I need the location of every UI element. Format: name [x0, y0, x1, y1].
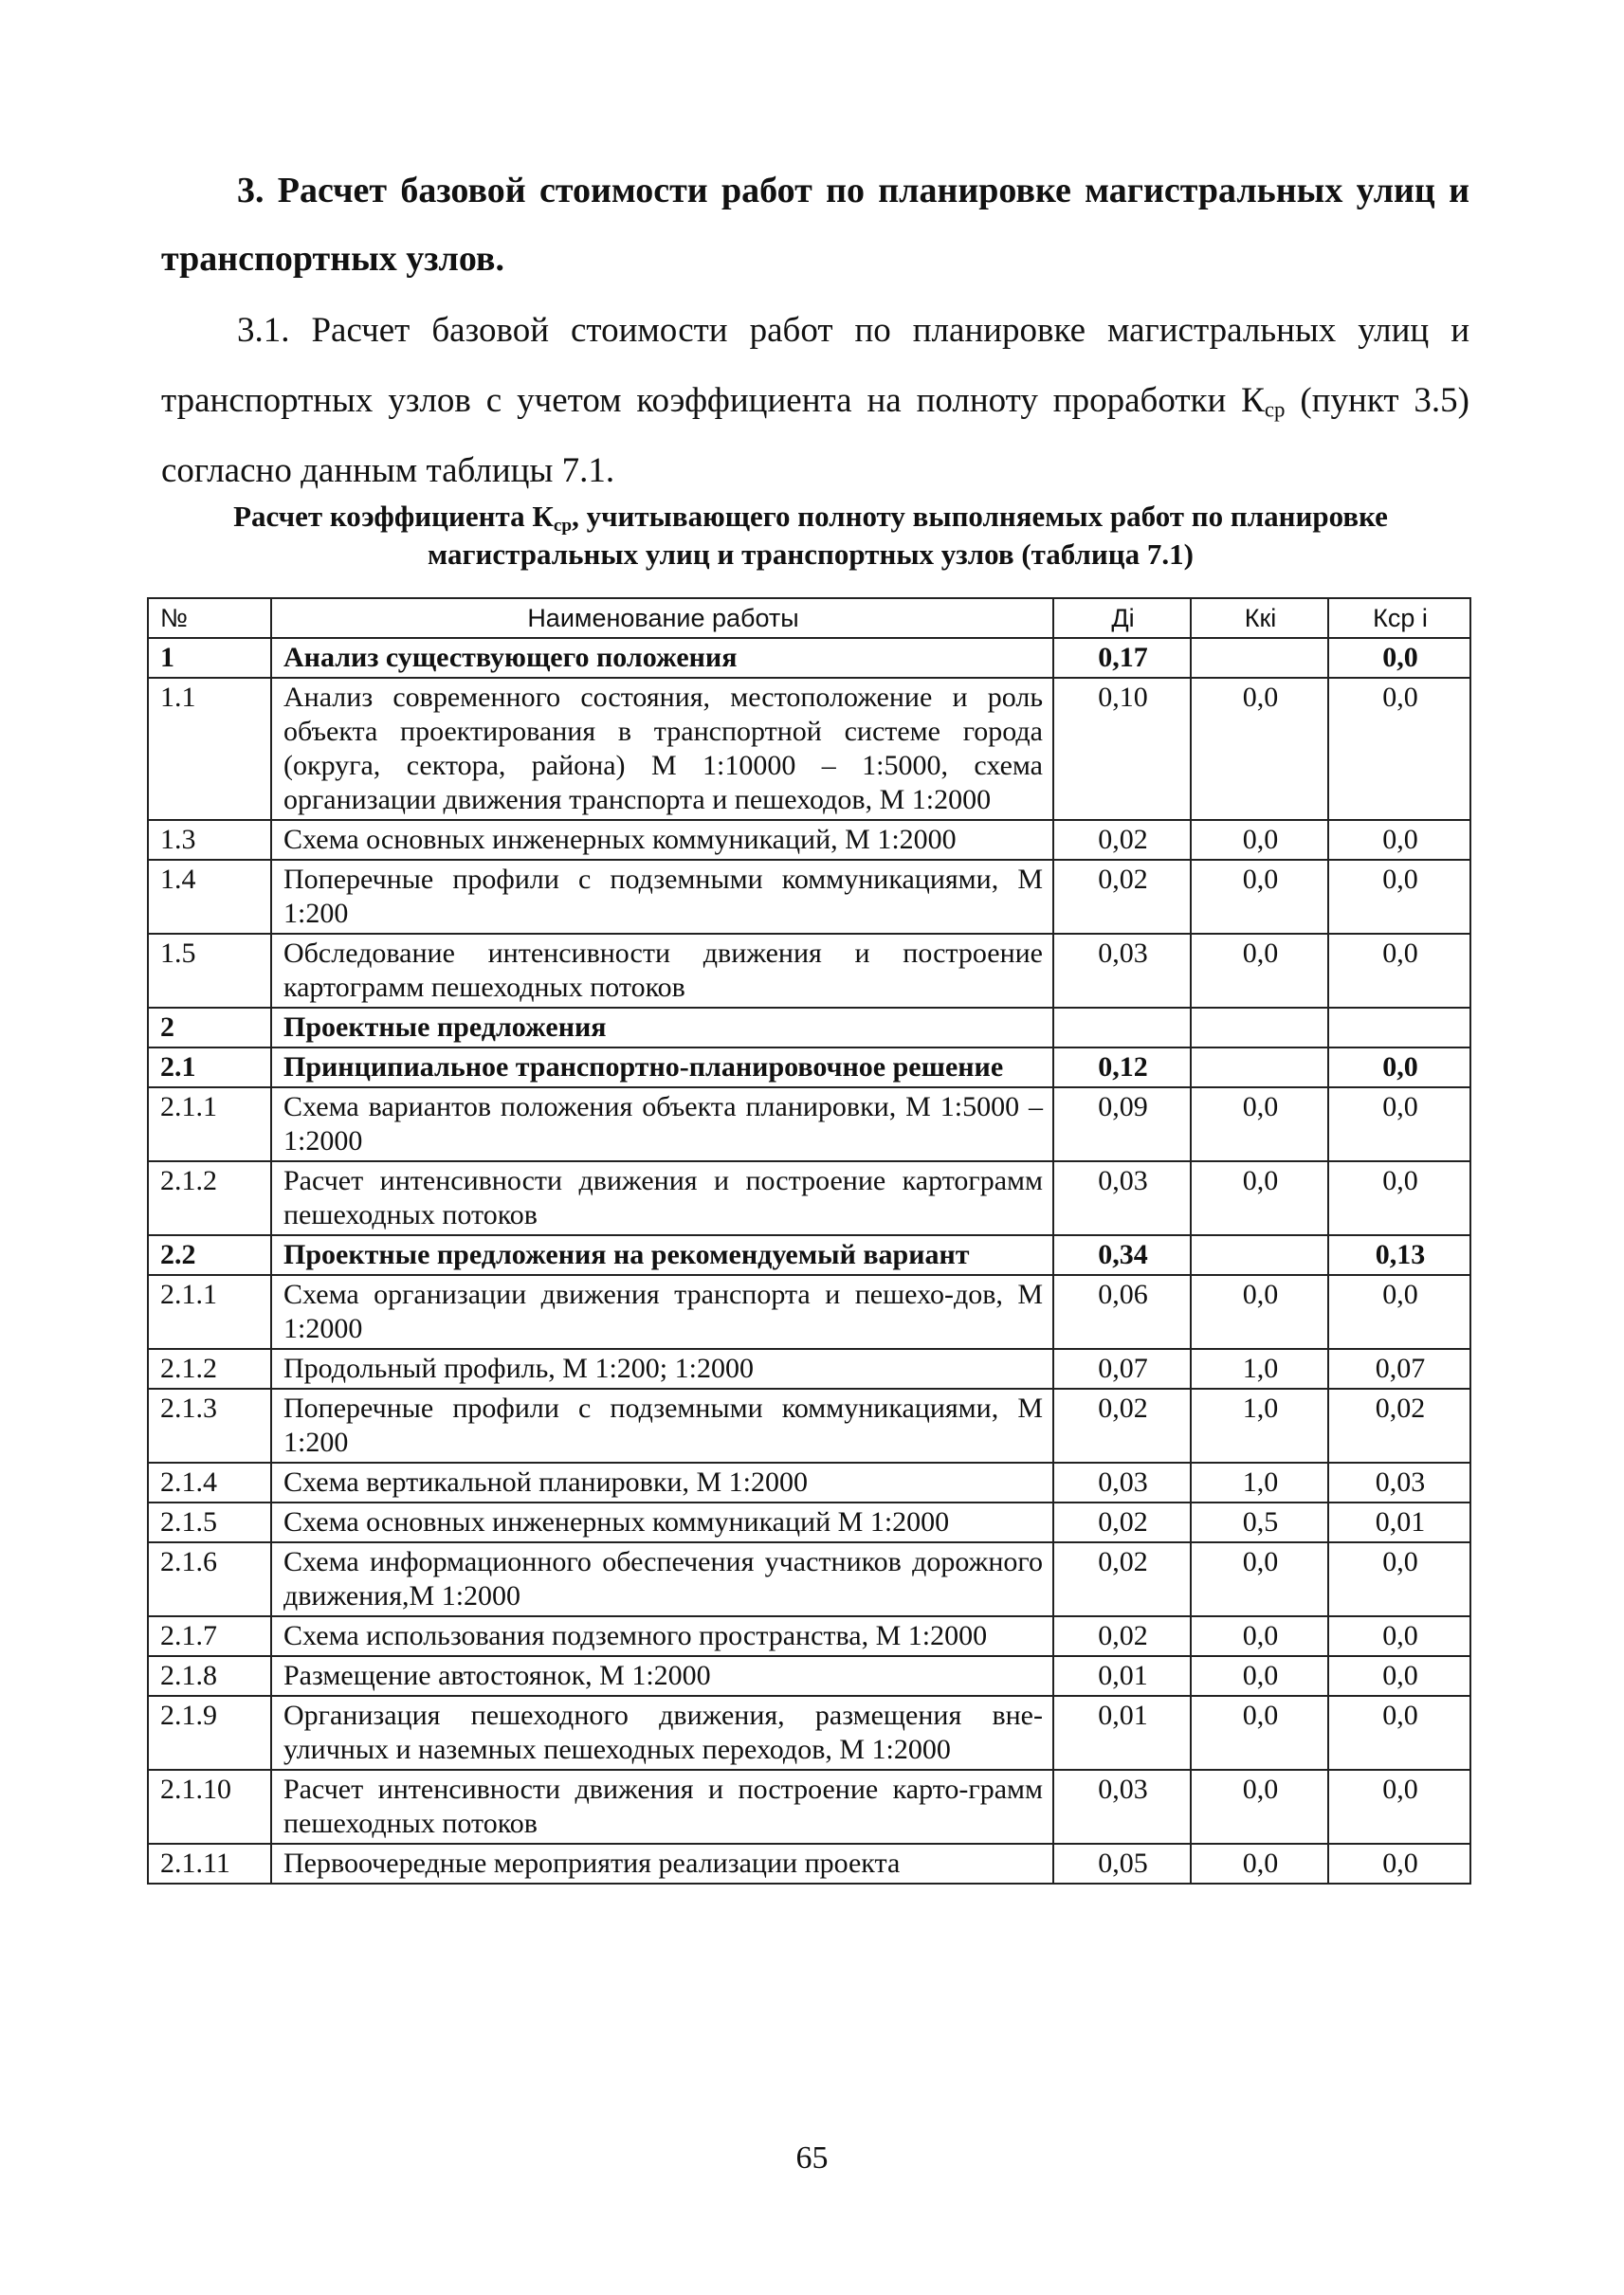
row-number: 1: [148, 638, 271, 678]
row-number: 1.3: [148, 820, 271, 860]
header-number: №: [148, 598, 271, 638]
row-kk-value: [1191, 638, 1328, 678]
paragraph-subscript: ср: [1264, 397, 1286, 422]
row-work-name: Первоочередные мероприятия реализации проекта: [271, 1844, 1053, 1884]
row-kcp-value: 0,0: [1328, 1087, 1470, 1161]
table-row: [148, 860, 1470, 934]
row-kcp-value: 0,0: [1328, 820, 1470, 860]
row-d-value: 0,03: [1053, 934, 1191, 1008]
table-row: [148, 1235, 1470, 1275]
row-kcp-value: 0,0: [1328, 1161, 1470, 1235]
table-row: [148, 1275, 1470, 1349]
row-kk-value: 0,0: [1191, 860, 1328, 934]
row-kk-value: 0,0: [1191, 820, 1328, 860]
section-paragraph: [161, 296, 1469, 506]
table-row: [148, 1616, 1470, 1656]
row-kcp-value: 0,0: [1328, 638, 1470, 678]
row-work-name: Продольный профиль, М 1:200; 1:2000: [271, 1349, 1053, 1389]
row-d-value: 0,03: [1053, 1770, 1191, 1844]
row-d-value: 0,06: [1053, 1275, 1191, 1349]
row-kcp-value: 0,0: [1328, 1047, 1470, 1087]
row-number: 2.1.11: [148, 1844, 271, 1884]
table-row: [148, 1656, 1470, 1696]
row-d-value: 0,01: [1053, 1696, 1191, 1770]
header-d: Дi: [1053, 598, 1191, 638]
row-kcp-value: 0,01: [1328, 1503, 1470, 1542]
row-kk-value: 0,0: [1191, 678, 1328, 820]
row-work-name: Проектные предложения: [271, 1008, 1053, 1047]
row-work-name: Схема основных инженерных коммуникаций, М 1:2000: [271, 820, 1053, 860]
row-d-value: 0,02: [1053, 1542, 1191, 1616]
header-work-name: Наименование работы: [271, 598, 1053, 638]
row-kcp-value: 0,0: [1328, 1844, 1470, 1884]
row-d-value: 0,02: [1053, 860, 1191, 934]
row-work-name: Схема вертикальной планировки, М 1:2000: [271, 1463, 1053, 1503]
section-heading: 3. Расчет базовой стоимости работ по планировке магистральных улиц и транспортных узлов.: [161, 171, 1469, 279]
row-work-name: Схема информационного обеспечения участников дорожного движения,М 1:2000: [271, 1542, 1053, 1616]
row-kk-value: 0,0: [1191, 1275, 1328, 1349]
row-kk-value: 0,0: [1191, 1542, 1328, 1616]
row-work-name: Организация пешеходного движения, размещения вне-уличных и наземных пешеходных переходов, М 1:2000: [271, 1696, 1053, 1770]
row-d-value: [1053, 1008, 1191, 1047]
row-number: 2.1.2: [148, 1161, 271, 1235]
row-kcp-value: 0,02: [1328, 1389, 1470, 1463]
table-row: [148, 934, 1470, 1008]
row-number: 1.5: [148, 934, 271, 1008]
row-work-name: Схема использования подземного пространства, М 1:2000: [271, 1616, 1053, 1656]
row-number: 2.1: [148, 1047, 271, 1087]
row-work-name: Схема вариантов положения объекта планировки, М 1:5000 – 1:2000: [271, 1087, 1053, 1161]
table-row: [148, 1844, 1470, 1884]
row-work-name: Поперечные профили с подземными коммуникациями, М 1:200: [271, 1389, 1053, 1463]
table-row: [148, 1696, 1470, 1770]
table-row: [148, 1008, 1470, 1047]
row-kcp-value: [1328, 1008, 1470, 1047]
row-number: 1.4: [148, 860, 271, 934]
row-kk-value: 0,0: [1191, 1770, 1328, 1844]
caption-text-start: Расчет коэффициента К: [233, 500, 554, 533]
row-d-value: 0,02: [1053, 820, 1191, 860]
row-kk-value: 0,0: [1191, 1844, 1328, 1884]
row-number: 2.1.1: [148, 1087, 271, 1161]
table-row: [148, 1047, 1470, 1087]
row-number: 2.1.8: [148, 1656, 271, 1696]
table-row: [148, 1161, 1470, 1235]
row-number: 2.1.6: [148, 1542, 271, 1616]
table-row: [148, 1087, 1470, 1161]
row-work-name: Проектные предложения на рекомендуемый вариант: [271, 1235, 1053, 1275]
row-d-value: 0,07: [1053, 1349, 1191, 1389]
page-number: 65: [795, 2140, 829, 2176]
header-kk: Ккi: [1191, 598, 1328, 638]
row-kk-value: 1,0: [1191, 1389, 1328, 1463]
row-d-value: 0,10: [1053, 678, 1191, 820]
row-kcp-value: 0,07: [1328, 1349, 1470, 1389]
row-number: 1.1: [148, 678, 271, 820]
header-kcp: Кср i: [1328, 598, 1470, 638]
row-kcp-value: 0,0: [1328, 934, 1470, 1008]
row-work-name: Анализ современного состояния, местоположение и роль объекта проектирования в транспортной системе города (округа, сектора, района) М 1:10000 – 1:5000, схема организации движения транспорта и пешеходов, М 1:2000: [271, 678, 1053, 820]
table-row: [148, 1503, 1470, 1542]
row-kcp-value: 0,0: [1328, 1616, 1470, 1656]
row-kcp-value: 0,13: [1328, 1235, 1470, 1275]
row-d-value: 0,34: [1053, 1235, 1191, 1275]
row-number: 2.1.10: [148, 1770, 271, 1844]
row-d-value: 0,09: [1053, 1087, 1191, 1161]
row-d-value: 0,03: [1053, 1161, 1191, 1235]
row-number: 2.1.5: [148, 1503, 271, 1542]
table-row: [148, 638, 1470, 678]
row-number: 2.1.7: [148, 1616, 271, 1656]
row-number: 2.1.3: [148, 1389, 271, 1463]
row-kcp-value: 0,0: [1328, 1275, 1470, 1349]
coefficient-table: [147, 597, 1471, 1885]
table-row: [148, 1389, 1470, 1463]
row-number: 2.1.1: [148, 1275, 271, 1349]
table-row: [148, 1463, 1470, 1503]
row-work-name: Схема основных инженерных коммуникаций М 1:2000: [271, 1503, 1053, 1542]
row-kk-value: 0,0: [1191, 1656, 1328, 1696]
row-kk-value: 0,0: [1191, 934, 1328, 1008]
row-kcp-value: 0,03: [1328, 1463, 1470, 1503]
row-kcp-value: 0,0: [1328, 860, 1470, 934]
table-body: [148, 638, 1470, 1884]
table-row: [148, 1770, 1470, 1844]
row-work-name: Расчет интенсивности движения и построение карто-грамм пешеходных потоков: [271, 1770, 1053, 1844]
row-kk-value: 0,0: [1191, 1696, 1328, 1770]
row-d-value: 0,02: [1053, 1389, 1191, 1463]
row-kk-value: [1191, 1235, 1328, 1275]
row-work-name: Размещение автостоянок, М 1:2000: [271, 1656, 1053, 1696]
table-row: [148, 678, 1470, 820]
row-d-value: 0,12: [1053, 1047, 1191, 1087]
row-number: 2.1.2: [148, 1349, 271, 1389]
row-kk-value: [1191, 1008, 1328, 1047]
table-row: [148, 820, 1470, 860]
table-row: [148, 1349, 1470, 1389]
row-work-name: Расчет интенсивности движения и построение картограмм пешеходных потоков: [271, 1161, 1053, 1235]
table-row: [148, 1542, 1470, 1616]
row-kk-value: 0,0: [1191, 1616, 1328, 1656]
table-header-row: [148, 598, 1470, 638]
row-kcp-value: 0,0: [1328, 1656, 1470, 1696]
row-number: 2.2: [148, 1235, 271, 1275]
row-number: 2.1.9: [148, 1696, 271, 1770]
paragraph-text-start: 3.1. Расчет базовой стоимости работ по планировке магистральных улиц и транспортных узлов с учетом коэффициента на полноту проработки К: [161, 311, 1469, 420]
row-work-name: Обследование интенсивности движения и построение картограмм пешеходных потоков: [271, 934, 1053, 1008]
row-d-value: 0,02: [1053, 1503, 1191, 1542]
row-d-value: 0,17: [1053, 638, 1191, 678]
row-work-name: Принципиальное транспортно-планировочное решение: [271, 1047, 1053, 1087]
row-number: 2: [148, 1008, 271, 1047]
caption-subscript: ср: [553, 515, 573, 536]
row-kk-value: 1,0: [1191, 1463, 1328, 1503]
row-kcp-value: 0,0: [1328, 1542, 1470, 1616]
caption-text-end: , учитывающего полноту выполняемых работ по планировке магистральных улиц и транспортных узлов (таблица 7.1): [428, 500, 1388, 571]
row-kcp-value: 0,0: [1328, 1696, 1470, 1770]
row-kk-value: 0,0: [1191, 1087, 1328, 1161]
row-d-value: 0,03: [1053, 1463, 1191, 1503]
row-work-name: Поперечные профили с подземными коммуникациями, М 1:200: [271, 860, 1053, 934]
row-d-value: 0,01: [1053, 1656, 1191, 1696]
row-d-value: 0,02: [1053, 1616, 1191, 1656]
row-number: 2.1.4: [148, 1463, 271, 1503]
row-d-value: 0,05: [1053, 1844, 1191, 1884]
row-kk-value: 1,0: [1191, 1349, 1328, 1389]
table-caption: [218, 498, 1403, 574]
row-kcp-value: 0,0: [1328, 1770, 1470, 1844]
row-kcp-value: 0,0: [1328, 678, 1470, 820]
row-work-name: Анализ существующего положения: [271, 638, 1053, 678]
paragraph-text-end: (пункт 3.5) согласно данным таблицы 7.1.: [161, 381, 1469, 490]
row-kk-value: 0,5: [1191, 1503, 1328, 1542]
row-kk-value: [1191, 1047, 1328, 1087]
row-work-name: Схема организации движения транспорта и пешехо-дов, М 1:2000: [271, 1275, 1053, 1349]
row-kk-value: 0,0: [1191, 1161, 1328, 1235]
